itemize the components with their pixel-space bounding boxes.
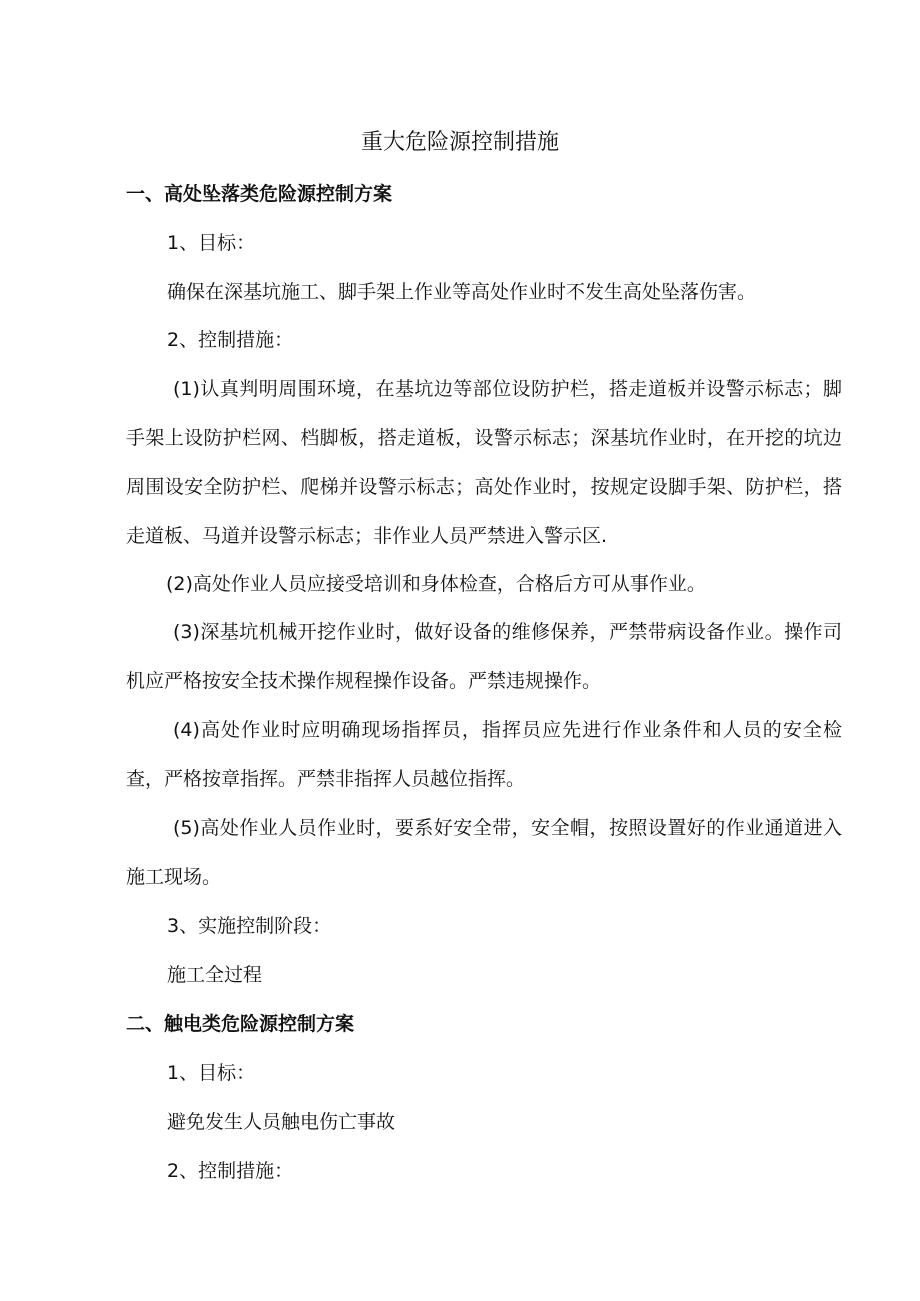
- section2-goal-text: 避免发生人员触电伤亡事故: [167, 1111, 396, 1133]
- section1-measure-1: (1)认真判明周围环境，在基坑边等部位设防护栏，搭走道板并设警示标志；脚手架上设防护栏网、档脚板，搭走道板，设警示标志；深基坑作业时，在开挖的坑边周围设安全防护栏、爬梯并设警示标志；高处作业时，按规定设脚手架、防护栏，搭走道板、马道并设警示标志；非作业人员严禁进入警示区.: [126, 378, 842, 547]
- section1-measure-2: (2)高处作业人员应接受培训和身体检查，合格后方可从事作业。: [166, 573, 706, 595]
- section1-stage-text: 施工全过程: [167, 964, 263, 986]
- document-title: 重大危险源控制措施: [360, 130, 559, 155]
- section1-measure-4: (4)高处作业时应明确现场指挥员，指挥员应先进行作业条件和人员的安全检查，严格按章指挥。严禁非指挥人员越位指挥。: [126, 719, 842, 790]
- section1-stage-label: 3、实施控制阶段：: [167, 915, 332, 937]
- section1-measure-3: (3)深基坑机械开挖作业时，做好设备的维修保养，严禁带病设备作业。操作司机应严格按安全技术操作规程操作设备。严禁违规操作。: [126, 621, 842, 692]
- section1-measures-label: 2、控制措施：: [167, 329, 294, 351]
- section2-goal-label: 1、目标：: [167, 1062, 256, 1084]
- section2-heading: 二、触电类危险源控制方案: [126, 1013, 355, 1035]
- section1-goal-label: 1、目标：: [167, 232, 256, 254]
- section1-goal-text: 确保在深基坑施工、脚手架上作业等高处作业时不发生高处坠落伤害。: [167, 281, 757, 303]
- section1-heading: 一、高处坠落类危险源控制方案: [126, 183, 393, 205]
- section2-measures-label: 2、控制措施：: [167, 1160, 294, 1182]
- section1-measure-5: (5)高处作业人员作业时，要系好安全带，安全帽，按照设置好的作业通道进入施工现场。: [126, 817, 842, 888]
